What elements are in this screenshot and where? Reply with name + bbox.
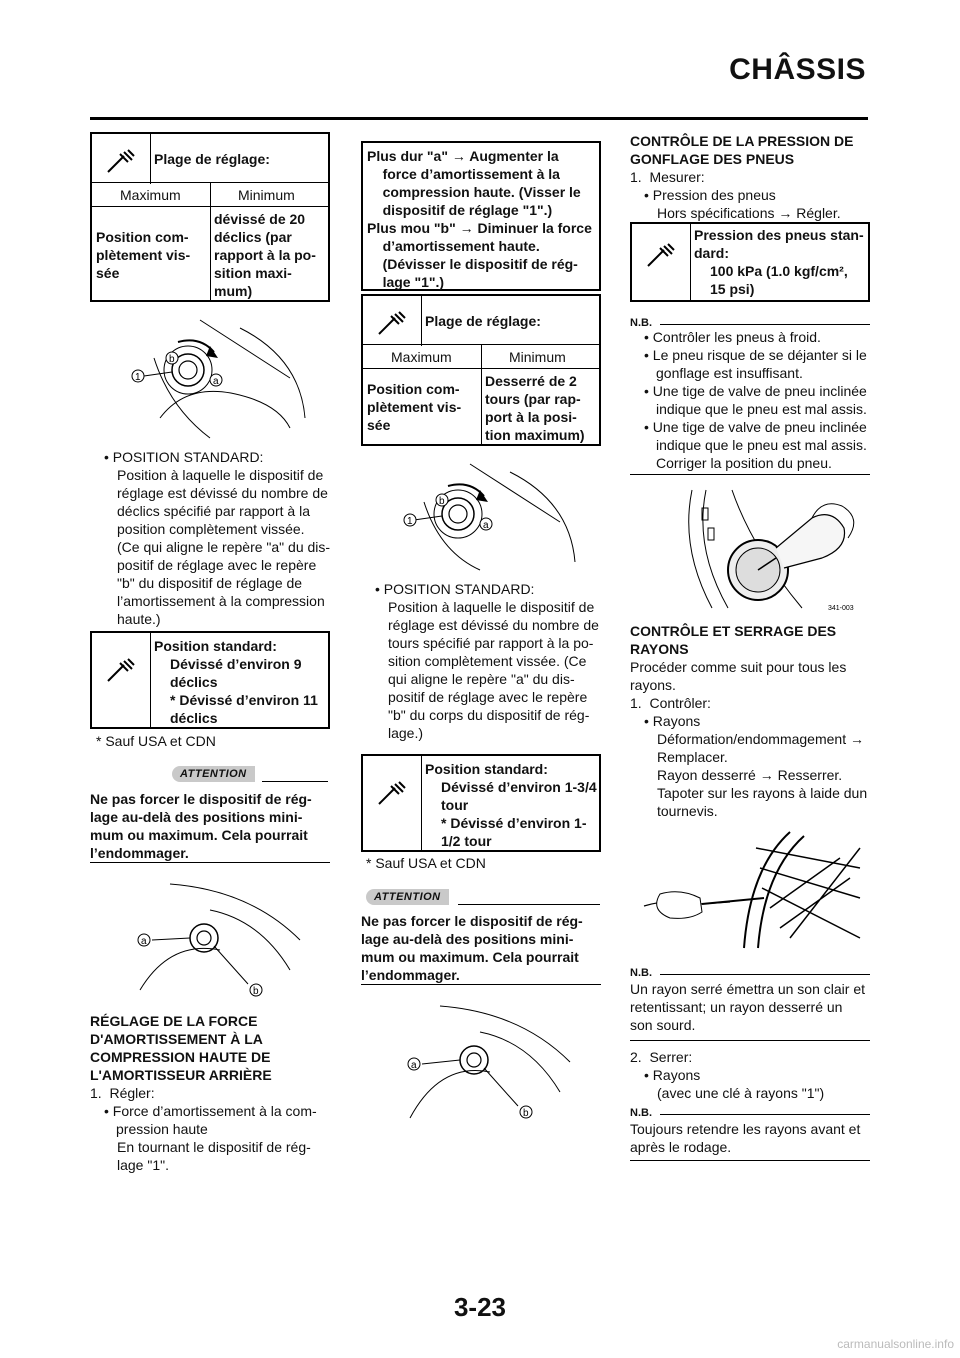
wrench-icon <box>373 774 413 814</box>
wrench-icon <box>102 142 142 182</box>
adjustment-range-table <box>90 132 330 302</box>
tire-gauge-figure <box>672 488 872 614</box>
list-item: • Le pneu risque de se déjanter si le gonflage est insuffisant. <box>644 347 867 381</box>
nb-list <box>628 328 873 472</box>
section-title-spokes: CONTRÔLE ET SERRAGE DES RAYONS <box>630 623 837 657</box>
min-value: dévissé de 20 déclics (par rapport à la po- sition maxi- mum) <box>214 211 316 299</box>
spec-value-1: Dévissé d’environ 1-3/4 tour <box>441 779 597 813</box>
column-header-max: Maximum <box>391 349 452 365</box>
attention-badge: ATTENTION <box>172 766 255 782</box>
step-check: 1. Contrôler: <box>630 695 711 711</box>
adjustment-range-table-2 <box>361 294 601 446</box>
footnote: * Sauf USA et CDN <box>96 733 216 749</box>
page-title: CHÂSSIS <box>729 53 866 86</box>
spec-label: Position standard: <box>154 638 277 654</box>
spec-label: Pression des pneus stan- dard: <box>694 227 864 261</box>
step-tighten-sub: (avec une clé à rayons "1") <box>657 1085 825 1101</box>
step-measure-bullet: • Pression des pneus <box>644 187 776 203</box>
column-header-max: Maximum <box>120 187 181 203</box>
spec-label: Plage de réglage: <box>425 313 541 329</box>
spec-value-2: * Dévissé d’environ 11 déclics <box>170 692 318 726</box>
wrench-icon <box>642 236 682 276</box>
adjuster-figure-2 <box>130 880 310 1002</box>
step-check-sub: Déformation/endommagement → Remplacer. Rayon desserré → Resserrer. Tapoter sur les rayons à laide dun tournevis. <box>657 731 868 819</box>
watermark-text: carmanualsonline.info <box>837 1337 954 1351</box>
footnote: * Sauf USA et CDN <box>366 855 486 871</box>
fig-label-a: a <box>411 1060 417 1071</box>
max-value: Position com- plètement vis- sée <box>96 229 191 281</box>
attention-text: Ne pas forcer le dispositif de rég- lage au-delà des positions mini- mum ou maximum. Cela pourrait l’endommager. <box>361 913 583 983</box>
standard-position-desc: Position à laquelle le dispositif de réglage est dévissé du nombre de tours spécifié par rapport à la po- sition complètement vissée. (Ce qui aligne le repère "a" du dis- positif de réglage avec le repère "b" du corps du dispositif de rég- lage.) <box>388 599 599 741</box>
nb-label: N.B. <box>630 967 652 979</box>
nb-text: Toujours retendre les rayons avant et après le rodage. <box>630 1121 861 1155</box>
fig-label-a: a <box>483 520 489 531</box>
max-value: Position com- plètement vis- sée <box>367 381 462 433</box>
step-1-bullet: • Force d’amortissement à la com- pression haute <box>104 1103 317 1137</box>
spec-value-1: Dévissé d’environ 9 déclics <box>170 656 302 690</box>
standard-position-item: • POSITION STANDARD: <box>375 581 535 597</box>
wrench-icon <box>373 304 413 344</box>
spoke-check-figure <box>640 828 870 952</box>
step-measure-sub: Hors spécifications → Régler. <box>657 205 841 221</box>
spec-value-2: * Dévissé d’environ 1- 1/2 tour <box>441 815 587 849</box>
spec-label: Position standard: <box>425 761 548 777</box>
damping-direction-box <box>361 141 601 291</box>
adjuster-figure-4 <box>400 1002 580 1122</box>
figure-code: 341-003 <box>828 605 854 612</box>
list-item: • Une tige de valve de pneu inclinée indique que le pneu est mal assis. Corriger la position du pneu. <box>644 419 867 471</box>
step-check-bullet: • Rayons <box>644 713 701 729</box>
fig-label-b: b <box>169 354 175 365</box>
wrench-icon <box>102 651 142 691</box>
attention-text: Ne pas forcer le dispositif de rég- lage au-delà des positions mini- mum ou maximum. Cela pourrait l’endommager. <box>90 791 312 861</box>
standard-position-desc: Position à laquelle le dispositif de réglage est dévissé du nombre de déclics spécifié par rapport à la position complètement vissée. (Ce qui aligne le repère "a" du dis- positif de réglage avec le repère "b" du dispositif de réglage de l’amortissement à la compression haute.) <box>117 467 331 627</box>
standard-position-table-2 <box>361 754 601 852</box>
standard-position-item: • POSITION STANDARD: <box>104 449 264 465</box>
page-number: 3-23 <box>453 1292 507 1322</box>
fig-label-a: a <box>141 936 147 947</box>
column-header-min: Minimum <box>509 349 566 365</box>
attention-badge: ATTENTION <box>366 889 449 905</box>
list-item: • Contrôler les pneus à froid. <box>644 329 821 345</box>
standard-position-table <box>90 631 330 729</box>
step-measure: 1. Mesurer: <box>630 169 705 185</box>
fig-label-a: a <box>213 376 219 387</box>
damping-direction-text: Plus dur "a" → Augmenter la force d’amortissement à la compression haute. (Visser le dispositif de réglage "1".) Plus mou "b" → Diminuer la force d’amortissement haute. (Dévisser le dispositif de rég- lage "1".) <box>367 148 592 290</box>
step-tighten: 2. Serrer: <box>630 1049 693 1065</box>
fig-label-1: 1 <box>135 372 141 383</box>
spec-label: Plage de réglage: <box>154 151 270 167</box>
fig-label-b: b <box>523 1108 529 1119</box>
spokes-intro: Procéder comme suit pour tous les rayons. <box>630 659 847 693</box>
step-tighten-bullet: • Rayons <box>644 1067 701 1083</box>
list-item: • Une tige de valve de pneu inclinée indique que le pneu est mal assis. <box>644 383 867 417</box>
fig-label-b: b <box>439 496 445 507</box>
spec-value: 100 kPa (1.0 kgf/cm², 15 psi) <box>710 263 848 297</box>
nb-label: N.B. <box>630 1107 652 1119</box>
nb-label: N.B. <box>630 317 652 329</box>
step-1-sub: En tournant le dispositif de rég- lage "1". <box>117 1139 311 1173</box>
section-title: RÉGLAGE DE LA FORCE D'AMORTISSEMENT À LA COMPRESSION HAUTE DE L'AMORTISSEUR ARRIÈRE <box>90 1013 272 1083</box>
adjuster-figure-1 <box>130 318 310 442</box>
header-rule <box>90 117 868 120</box>
min-value: Desserré de 2 tours (par rap- port à la posi- tion maximum) <box>485 373 585 443</box>
section-title-tire-pressure: CONTRÔLE DE LA PRESSION DE GONFLAGE DES PNEUS <box>630 133 854 167</box>
step-1: 1. Régler: <box>90 1085 155 1101</box>
fig-label-b: b <box>253 986 259 997</box>
column-header-min: Minimum <box>238 187 295 203</box>
adjuster-figure-3 <box>400 462 580 572</box>
tire-pressure-table <box>630 222 870 302</box>
nb-text: Un rayon serré émettra un son clair et retentissant; un rayon desserré un son sourd. <box>630 981 865 1033</box>
fig-label-1: 1 <box>407 516 413 527</box>
